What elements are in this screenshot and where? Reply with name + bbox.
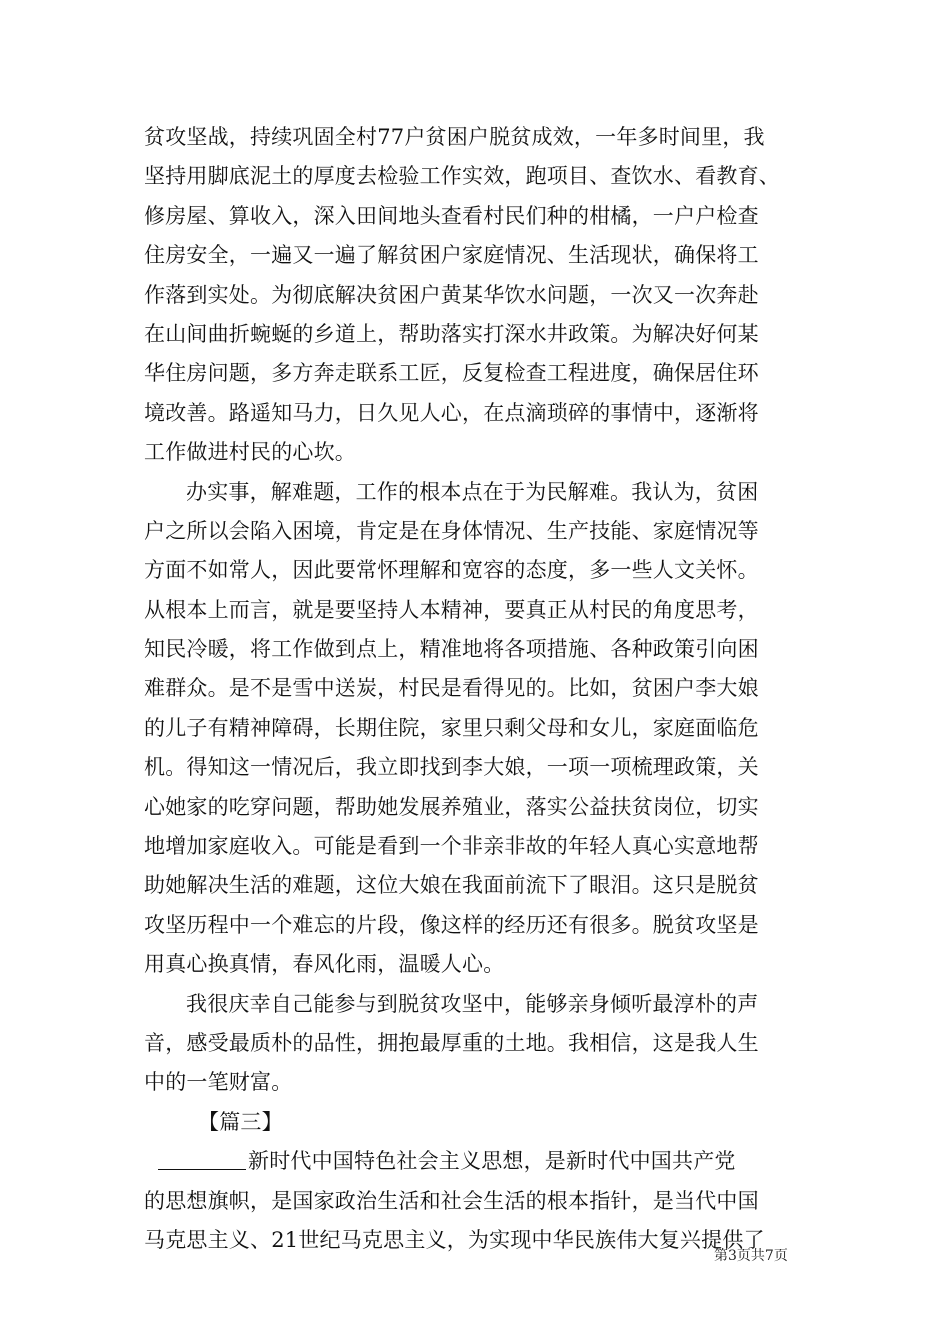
text-line: 户之所以会陷入困境，肯定是在身体情况、生产技能、家庭情况等: [144, 518, 759, 543]
text-line: 机。得知这一情况后，我立即找到李大娘，一项一项梳理政策，关: [144, 755, 759, 780]
text-line: 知民冷暖，将工作做到点上，精准地将各项措施、各种政策引向困: [144, 637, 759, 662]
paragraph-2: [144, 473, 814, 985]
paragraph-4: [144, 1142, 814, 1260]
text-line: 从根本上而言，就是要坚持人本精神，要真正从村民的角度思考，: [144, 597, 759, 622]
paragraph-1: [144, 118, 814, 473]
text-line: 我很庆幸自己能参与到脱贫攻坚中，能够亲身倾听最淳朴的声: [186, 991, 759, 1016]
text-line: 修房屋、算收入，深入田间地头查看村民们种的柑橘，一户户检查: [144, 203, 759, 228]
text-line: 音，感受最质朴的品性，拥抱最厚重的土地。我相信，这是我人生: [144, 1030, 759, 1055]
text-line: 难群众。是不是雪中送炭，村民是看得见的。比如，贫困户李大娘: [144, 676, 759, 701]
text-line: 方面不如常人，因此要常怀理解和宽容的态度，多一些人文关怀。: [144, 558, 759, 583]
text-line: 地增加家庭收入。可能是看到一个非亲非故的年轻人真心实意地帮: [144, 834, 759, 859]
text-line: 助她解决生活的难题，这位大娘在我面前流下了眼泪。这只是脱贫: [144, 873, 759, 898]
text-line: 办实事，解难题，工作的根本点在于为民解难。我认为，贫困: [186, 479, 759, 504]
text-line-content: 新时代中国特色社会主义思想，是新时代中国共产党: [248, 1149, 736, 1174]
text-line: 用真心换真情，春风化雨，温暖人心。: [144, 952, 505, 977]
paragraph-3: [144, 985, 814, 1103]
text-line: 攻坚历程中一个难忘的片段，像这样的经历还有很多。脱贫攻坚是: [144, 912, 759, 937]
text-line: 的儿子有精神障碍，长期住院，家里只剩父母和女儿，家庭面临危: [144, 715, 759, 740]
body-text: [144, 118, 814, 1260]
text-line: 工作做进村民的心坎。: [144, 440, 356, 465]
text-line: 华住房问题，多方奔走联系工匠，反复检查工程进度，确保居住环: [144, 361, 759, 386]
text-line: [144, 1142, 814, 1181]
text-line: 作落到实处。为彻底解决贫困户黄某华饮水问题，一次又一次奔赴: [144, 282, 759, 307]
text-line: 境改善。路遥知马力，日久见人心，在点滴琐碎的事情中，逐渐将: [144, 400, 759, 425]
text-line: 坚持用脚底泥土的厚度去检验工作实效，跑项目、查饮水、看教育、: [144, 164, 780, 189]
text-line: 中的一笔财富。: [144, 1070, 293, 1095]
text-line: 在山间曲折蜿蜒的乡道上，帮助落实打深水井政策。为解决好何某: [144, 321, 759, 346]
fill-in-blank: [158, 1147, 246, 1170]
text-line: 住房安全，一遍又一遍了解贫困户家庭情况、生活现状，确保将工: [144, 243, 759, 268]
text-line: 贫攻坚战，持续巩固全村77户贫困户脱贫成效，一年多时间里，我: [144, 125, 765, 149]
text-line: 心她家的吃穿问题，帮助她发展养殖业，落实公益扶贫岗位，切实: [144, 794, 759, 819]
text-line: 马克思主义、21世纪马克思主义，为实现中华民族伟大复兴提供了: [144, 1227, 765, 1252]
page-number: 第3页共7页: [714, 1248, 788, 1264]
section-heading: 【篇三】: [198, 1109, 283, 1134]
text-line: 的思想旗帜，是国家政治生活和社会生活的根本指针，是当代中国: [144, 1188, 759, 1213]
